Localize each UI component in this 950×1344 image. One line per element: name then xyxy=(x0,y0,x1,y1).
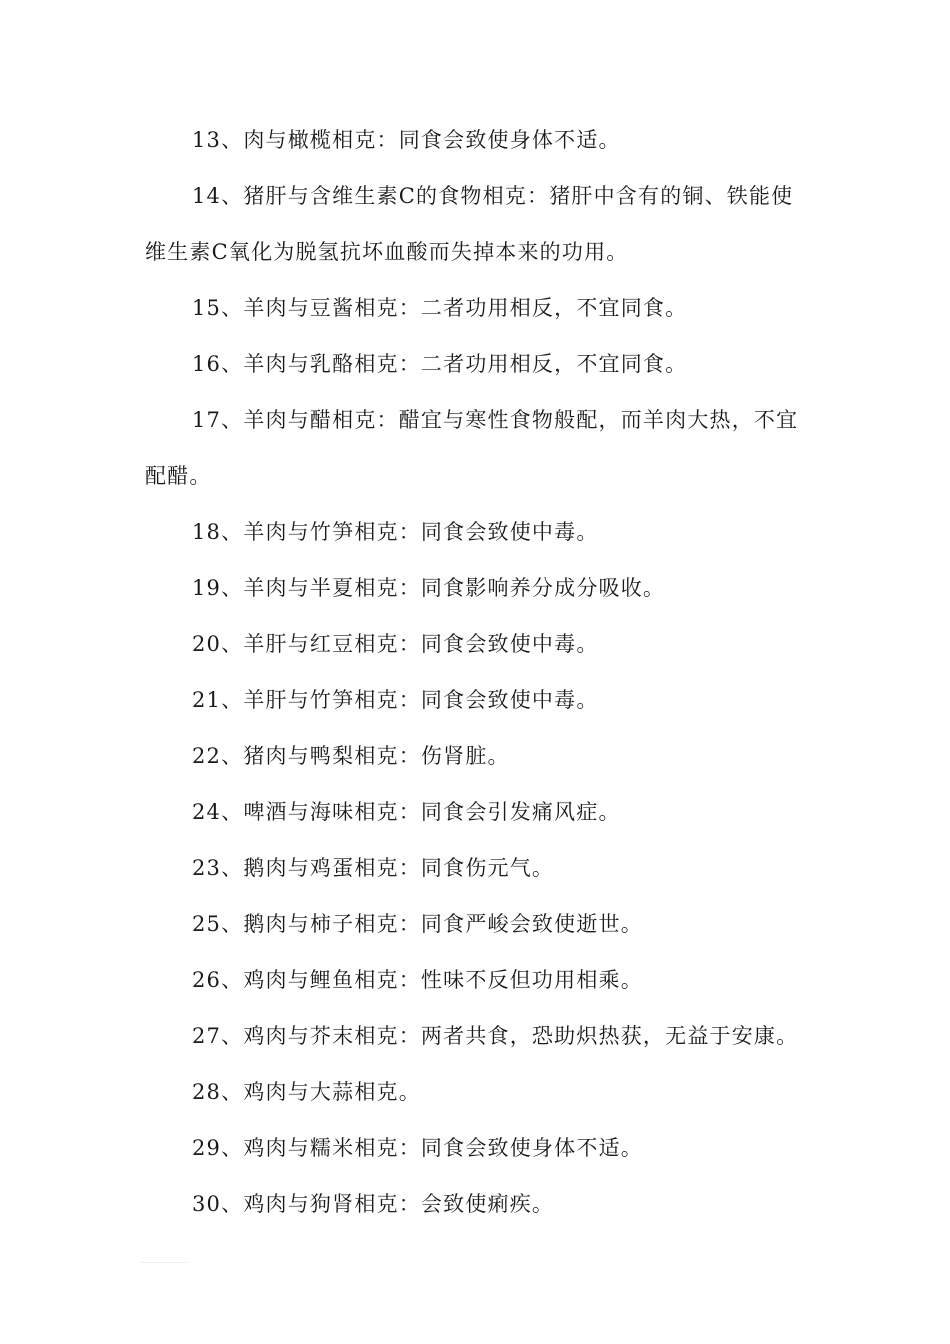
paragraph-20: 20、羊肝与红豆相克：同食会致使中毒。 xyxy=(192,632,599,656)
paragraph-19: 19、羊肉与半夏相克：同食影响养分成分吸收。 xyxy=(192,576,666,600)
paragraph-18: 18、羊肉与竹笋相克：同食会致使中毒。 xyxy=(192,520,599,544)
paragraph-15: 15、羊肉与豆酱相克：二者功用相反，不宜同食。 xyxy=(192,296,688,320)
paragraph-26: 26、鸡肉与鲤鱼相克：性味不反但功用相乘。 xyxy=(192,968,643,992)
paragraph-23: 23、鹅肉与鸡蛋相克：同食伤元气。 xyxy=(192,856,555,880)
paragraph-13: 13、肉与橄榄相克：同食会致使身体不适。 xyxy=(192,128,621,152)
paragraph-30: 30、鸡肉与狗肾相克：会致使痢疾。 xyxy=(192,1192,555,1216)
footer-divider xyxy=(140,1262,188,1264)
paragraph-27: 27、鸡肉与芥末相克：两者共食，恐助炽热获，无益于安康。 xyxy=(192,1024,799,1048)
paragraph-25: 25、鹅肉与柿子相克：同食严峻会致使逝世。 xyxy=(192,912,643,936)
paragraph-29: 29、鸡肉与糯米相克：同食会致使身体不适。 xyxy=(192,1136,643,1160)
paragraph-22: 22、猪肉与鸭梨相克：伤肾脏。 xyxy=(192,744,510,768)
paragraph-28: 28、鸡肉与大蒜相克。 xyxy=(192,1080,421,1104)
paragraph-17: 17、羊肉与醋相克：醋宜与寒性食物般配，而羊肉大热，不宜配醋。 xyxy=(145,408,799,488)
paragraph-14: 14、猪肝与含维生素C的食物相克：猪肝中含有的铜、铁能使维生素C氧化为脱氢抗坏血酸而失掉本来的功用。 xyxy=(145,184,794,264)
paragraph-16: 16、羊肉与乳酪相克：二者功用相反，不宜同食。 xyxy=(192,352,688,376)
paragraph-21: 21、羊肝与竹笋相克：同食会致使中毒。 xyxy=(192,688,599,712)
paragraph-24: 24、啤酒与海味相克：同食会引发痛风症。 xyxy=(192,800,621,824)
document-body xyxy=(145,112,810,1232)
